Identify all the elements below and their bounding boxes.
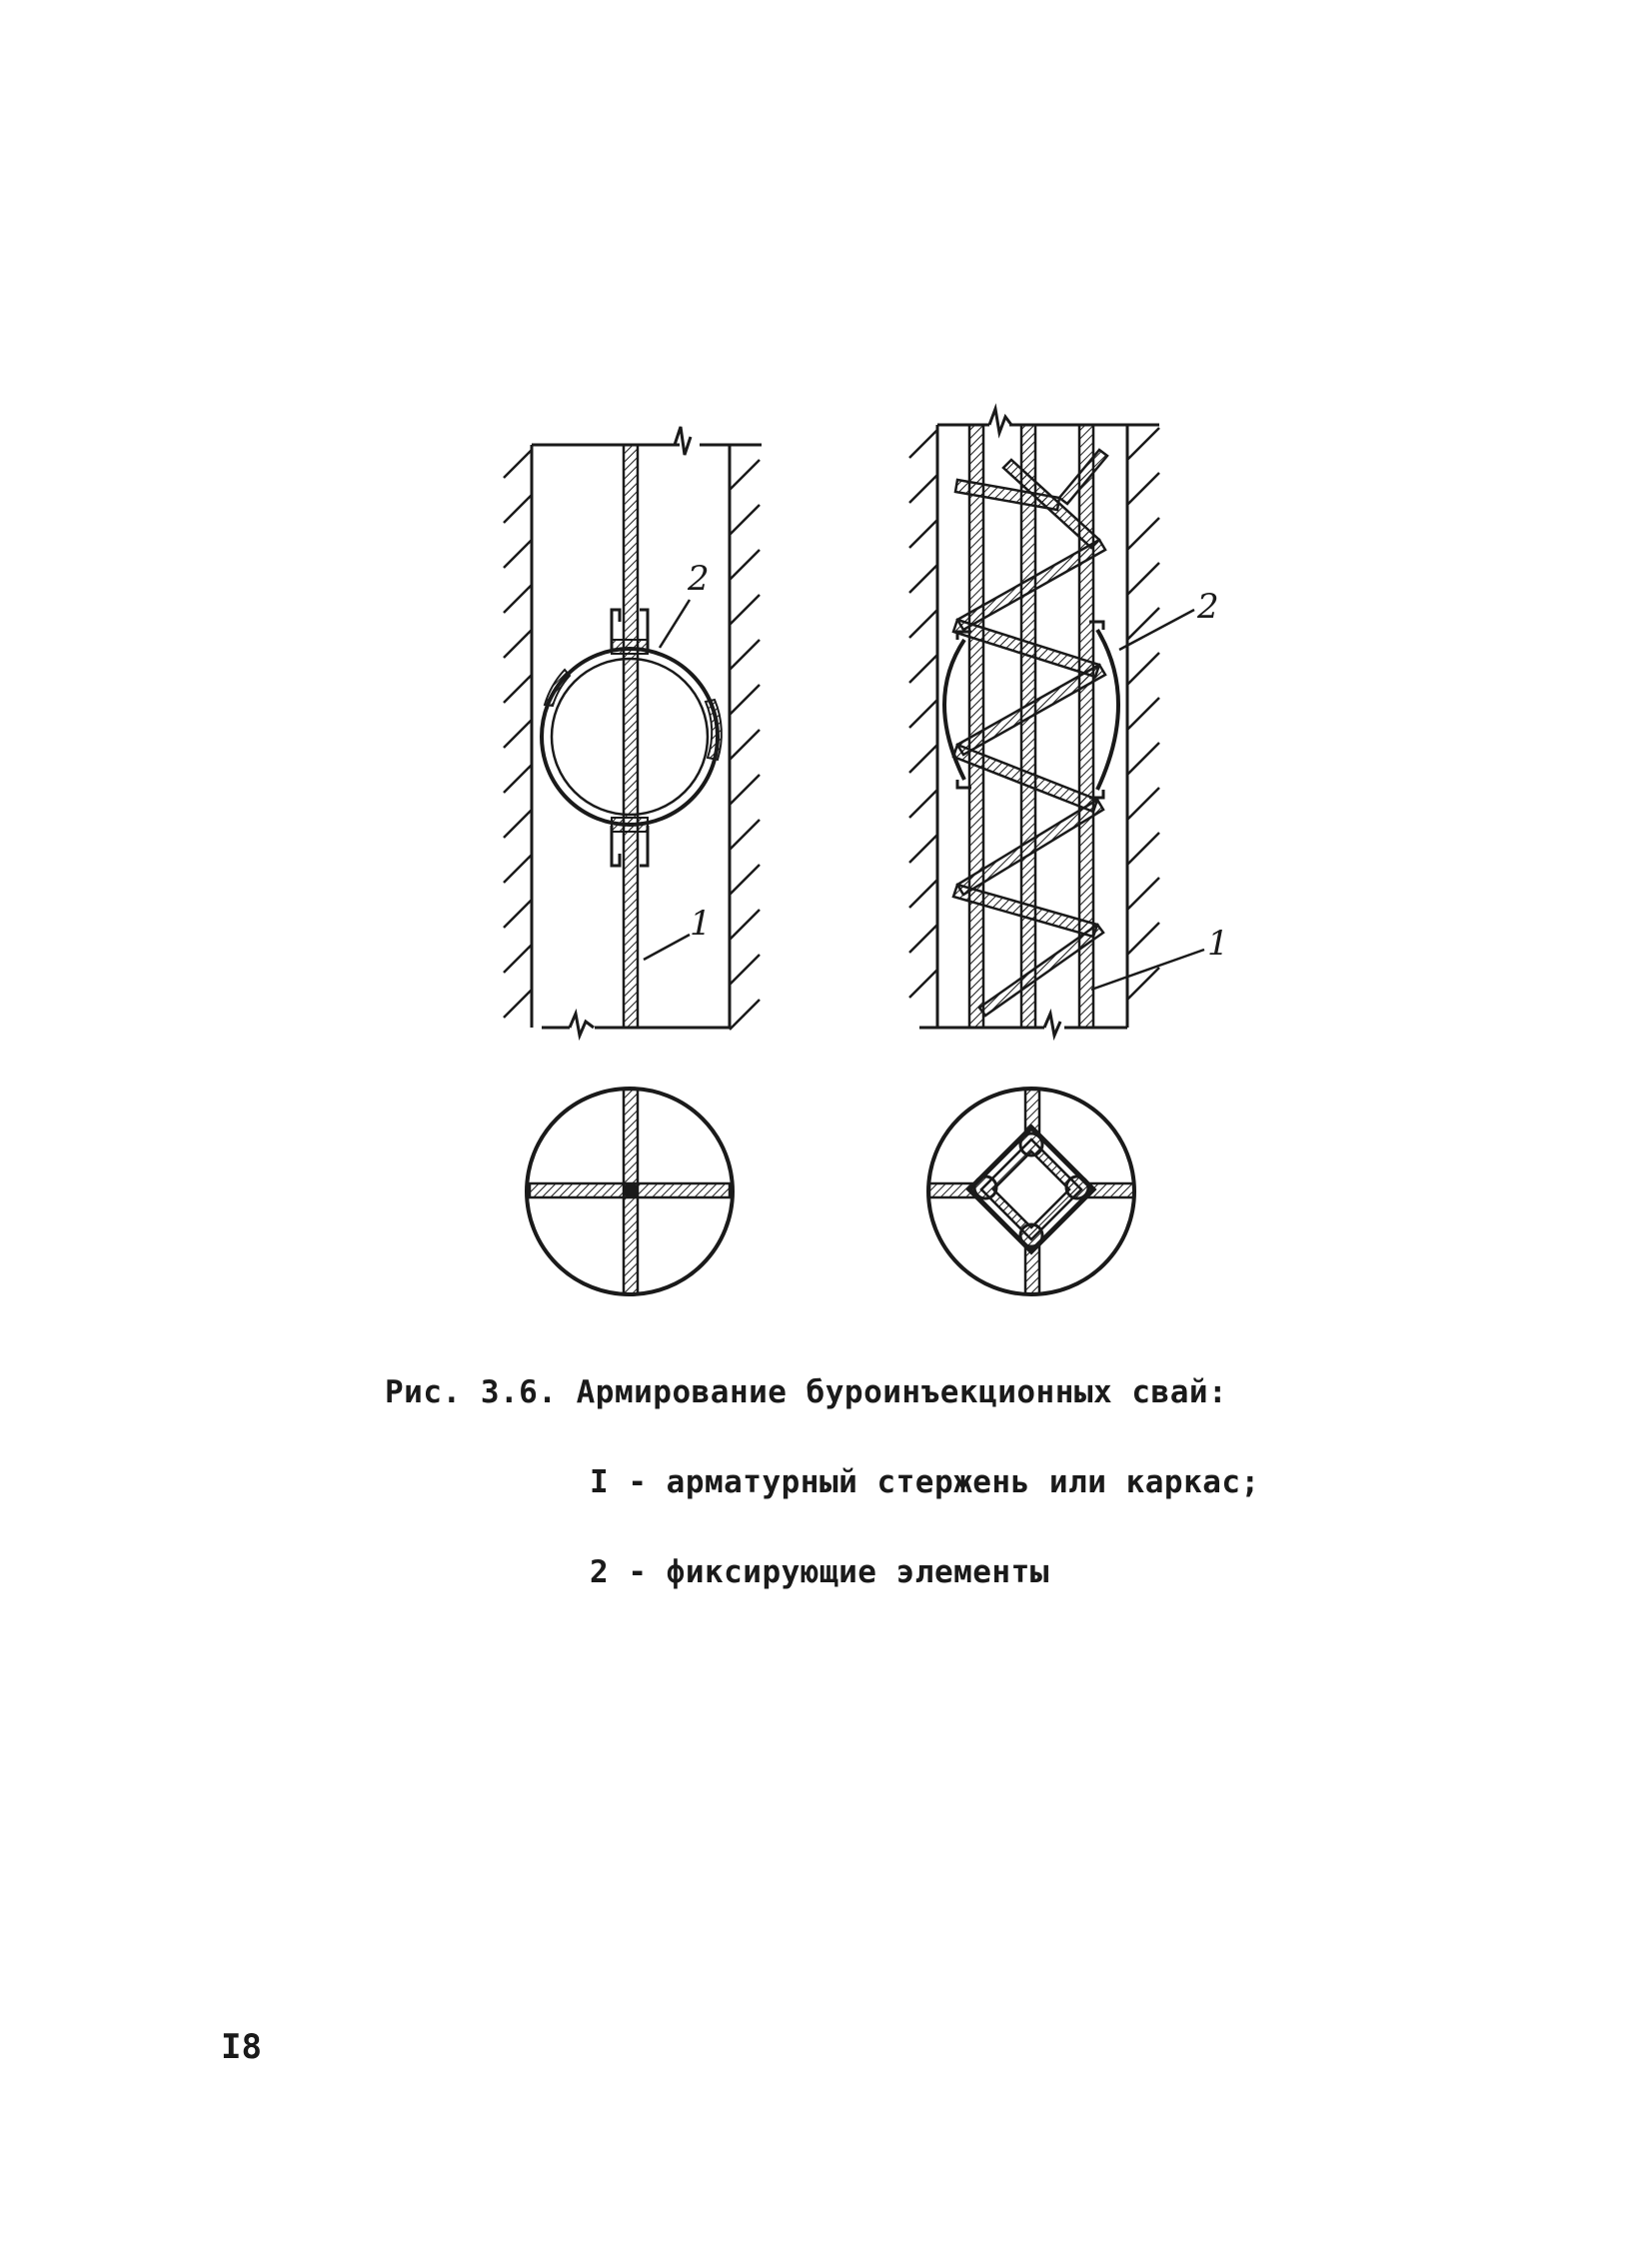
- break-symbol-top: [675, 427, 691, 455]
- break-symbol-bottom: [570, 1014, 594, 1036]
- callout-left-rod: 1: [690, 904, 712, 944]
- soil-hatching-left-right-pile: [909, 430, 937, 998]
- left-cross-section: [527, 1089, 733, 1294]
- soil-hatching-right: [730, 460, 760, 1030]
- caption-item-2: 2 - фиксирующие элементы: [590, 1554, 1049, 1590]
- leader-left-rod: [644, 935, 690, 960]
- cage-bar-1: [969, 425, 983, 1028]
- left-pile-elevation: [504, 427, 762, 1036]
- soil-hatching-right-right-pile: [1127, 428, 1159, 1000]
- cage-bar-2: [1021, 425, 1035, 1028]
- soil-hatching-left: [504, 450, 532, 1018]
- left-pile-rod: [624, 445, 638, 1028]
- caption-title: Рис. 3.6. Армирование буроинъекционных свай:: [385, 1374, 1228, 1410]
- callout-left-fixing: 2: [688, 559, 710, 599]
- right-fixing-right: [1097, 630, 1118, 790]
- right-pile-elevation: [909, 409, 1204, 1036]
- leader-left-fixing: [660, 600, 690, 648]
- right-cross-section: [928, 1089, 1134, 1294]
- figure-caption: [385, 1317, 1260, 1647]
- page-number: I8: [221, 2027, 262, 2067]
- leader-right-cage: [1091, 950, 1204, 990]
- callout-right-fixing: 2: [1197, 587, 1219, 627]
- caption-item-1: I - арматурный стержень или каркас;: [590, 1464, 1260, 1500]
- break-symbol-bottom-right: [1044, 1014, 1060, 1036]
- break-symbol-top-right: [989, 409, 1011, 433]
- callout-right-cage: 1: [1207, 924, 1229, 964]
- leader-right-fixing: [1119, 610, 1194, 650]
